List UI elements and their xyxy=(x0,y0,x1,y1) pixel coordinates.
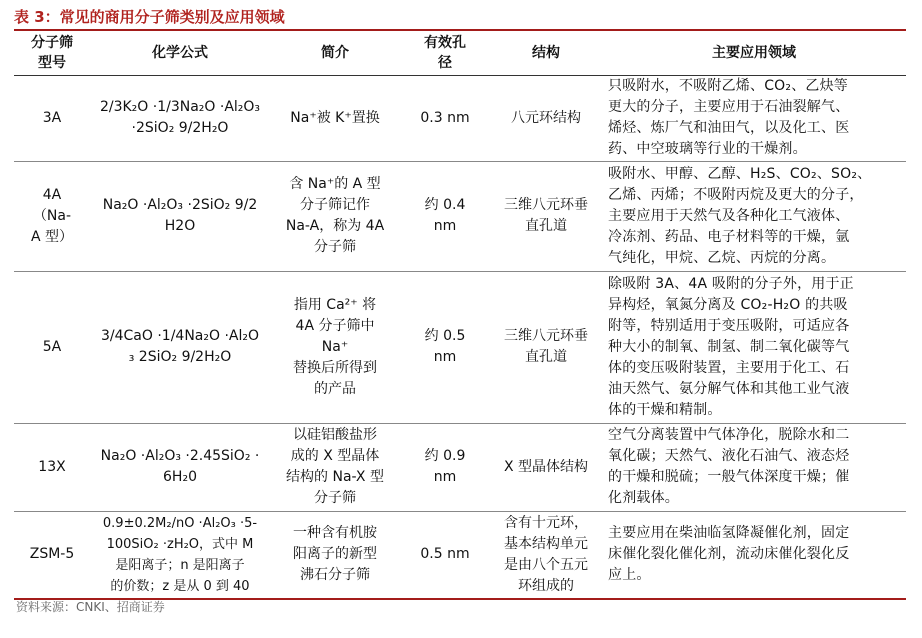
cell-formula: 2/3K₂O ·1/3Na₂O ·Al₂O₃ ·2SiO₂ 9/2H₂O xyxy=(90,75,270,161)
cell-application: 空气分离装置中气体净化，脱除水和二 氧化碳；天然气、液化石油气、液态烃 的干燥和脱硫；一般气体深度干燥；催 化剂载体。 xyxy=(602,423,906,511)
table-row xyxy=(14,511,906,599)
table-row xyxy=(14,75,906,161)
cell-structure: 含有十元环， 基本结构单元 是由八个五元 环组成的 xyxy=(490,511,602,599)
header-structure: 结构 xyxy=(490,31,602,75)
header-desc: 简介 xyxy=(270,31,400,75)
cell-structure: 三维八元环垂 直孔道 xyxy=(490,161,602,271)
header-pore: 有效孔 径 xyxy=(400,31,490,75)
table-row xyxy=(14,271,906,423)
cell-formula: 0.9±0.2M₂/nO ·Al₂O₃ ·5- 100SiO₂ ·zH₂O，式中 M 是阳离子；n 是阳离子 的价数；z 是从 0 到 40 xyxy=(90,511,270,599)
cell-application: 只吸附水，不吸附乙烯、CO₂、乙炔等 更大的分子，主要应用于石油裂解气、 烯烃、炼厂气和油田气，以及化工、医 药、中空玻璃等行业的干燥剂。 xyxy=(602,75,906,161)
cell-formula: Na₂O ·Al₂O₃ ·2.45SiO₂ · 6H₂0 xyxy=(90,423,270,511)
cell-pore: 约 0.9 nm xyxy=(400,423,490,511)
cell-type: 3A xyxy=(14,75,90,161)
cell-type: 5A xyxy=(14,271,90,423)
cell-formula: Na₂O ·Al₂O₃ ·2SiO₂ 9/2 H2O xyxy=(90,161,270,271)
cell-type: ZSM-5 xyxy=(14,511,90,599)
table-row xyxy=(14,423,906,511)
source-note: 资料来源：CNKI、招商证券 xyxy=(16,600,165,614)
cell-pore: 约 0.4 nm xyxy=(400,161,490,271)
cell-desc: 指用 Ca²⁺ 将 4A 分子筛中 Na⁺ 替换后所得到 的产品 xyxy=(270,271,400,423)
cell-desc: 一种含有机胺 阳离子的新型 沸石分子筛 xyxy=(270,511,400,599)
cell-type: 13X xyxy=(14,423,90,511)
cell-type: 4A （Na- A 型） xyxy=(14,161,90,271)
table-row xyxy=(14,161,906,271)
cell-structure: 三维八元环垂 直孔道 xyxy=(490,271,602,423)
cell-structure: X 型晶体结构 xyxy=(490,423,602,511)
cell-formula: 3/4CaO ·1/4Na₂O ·Al₂O ₃ 2SiO₂ 9/2H₂O xyxy=(90,271,270,423)
cell-application: 主要应用在柴油临氢降凝催化剂，固定 床催化裂化催化剂，流动床催化裂化反 应上。 xyxy=(602,511,906,599)
molecular-sieve-table xyxy=(14,31,906,600)
header-type: 分子筛 型号 xyxy=(14,31,90,75)
header-formula: 化学公式 xyxy=(90,31,270,75)
cell-structure: 八元环结构 xyxy=(490,75,602,161)
cell-pore: 0.3 nm xyxy=(400,75,490,161)
cell-application: 除吸附 3A、4A 吸附的分子外，用于正 异构烃，氧氮分离及 CO₂-H₂O 的共吸 附等，特别适用于变压吸附，可适应各 种大小的制氧、制氢、制二氧化碳等气 体的变压吸附装置，主要用于化工、石 油天然气、氨分解气体和其他工业气液 体的干燥和精制。 xyxy=(602,271,906,423)
header-application: 主要应用领域 xyxy=(602,31,906,75)
table-header-row xyxy=(14,31,906,75)
table-title: 表 3：常见的商用分子筛类别及应用领域 xyxy=(14,8,285,26)
cell-desc: 以硅铝酸盐形 成的 X 型晶体 结构的 Na-X 型 分子筛 xyxy=(270,423,400,511)
cell-pore: 0.5 nm xyxy=(400,511,490,599)
cell-application: 吸附水、甲醇、乙醇、H₂S、CO₂、SO₂、 乙烯、丙烯；不吸附丙烷及更大的分子， 主要应用于天然气及各种化工气液体、 冷冻剂、药品、电子材料等的干燥，氩 气纯化，甲烷、乙烷、丙烷的分离。 xyxy=(602,161,906,271)
cell-desc: Na⁺被 K⁺置换 xyxy=(270,75,400,161)
cell-desc: 含 Na⁺的 A 型 分子筛记作 Na-A，称为 4A 分子筛 xyxy=(270,161,400,271)
cell-pore: 约 0.5 nm xyxy=(400,271,490,423)
